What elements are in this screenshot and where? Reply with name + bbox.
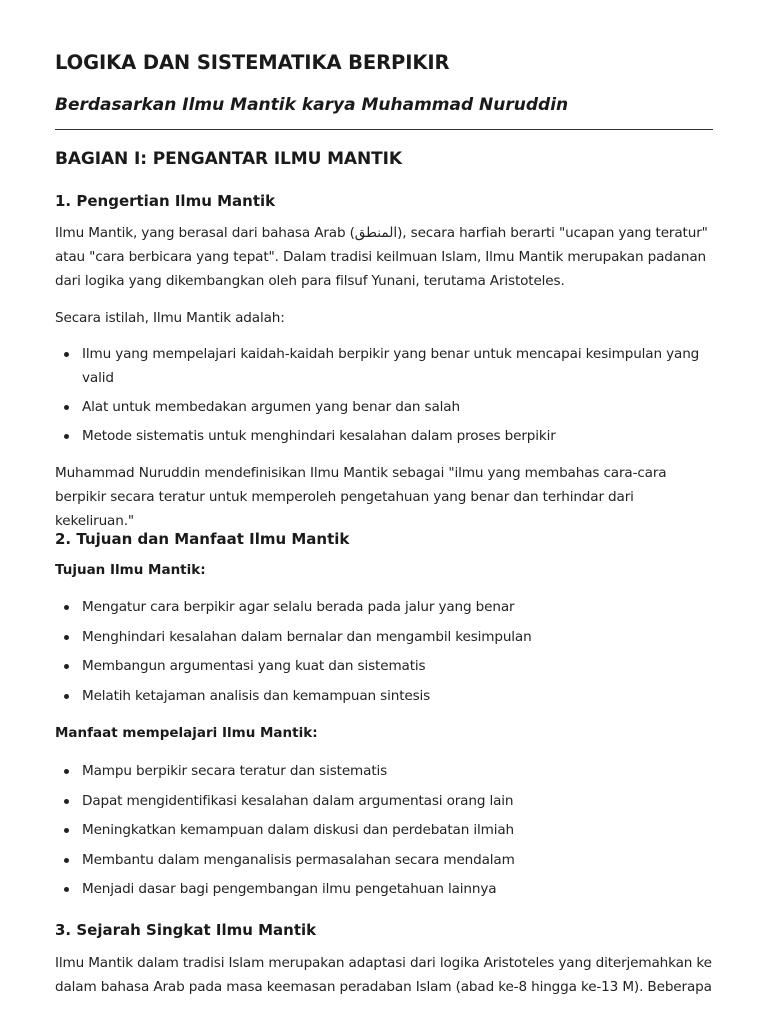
paragraph-definition — [55, 221, 713, 293]
list-item — [55, 342, 713, 390]
section-heading-2: 2. Tujuan dan Manfaat Ilmu Mantik — [55, 530, 350, 548]
bullet-icon — [64, 352, 69, 357]
bullet-icon — [64, 605, 69, 610]
definition-list — [55, 342, 713, 448]
list-item — [55, 684, 713, 708]
section-heading-1: 1. Pengertian Ilmu Mantik — [55, 192, 276, 210]
list-item — [55, 848, 713, 872]
list-item-text: Melatih ketajaman analisis dan kemampuan sintesis — [82, 687, 431, 704]
section-heading-3: 3. Sejarah Singkat Ilmu Mantik — [55, 921, 317, 939]
paragraph-terminology: Secara istilah, Ilmu Mantik adalah: — [55, 310, 285, 326]
list-item — [55, 424, 713, 448]
paragraph-nuruddin-definition: Muhammad Nuruddin mendefinisikan Ilmu Mantik sebagai "ilmu yang membahas cara-cara berpikir secara teratur untuk memperoleh pengetahuan yang benar dan terhindar dari kekeliruan." — [55, 465, 667, 529]
list-item-text: Menghindari kesalahan dalam bernalar dan mengambil kesimpulan — [82, 628, 532, 645]
list-item-text: Meningkatkan kemampuan dalam diskusi dan perdebatan ilmiah — [82, 822, 514, 838]
list-item-text: Mampu berpikir secara teratur dan sistematis — [82, 763, 388, 779]
document-title: LOGIKA DAN SISTEMATIKA BERPIKIR — [55, 51, 450, 74]
bullet-icon — [64, 858, 69, 863]
bullet-icon — [64, 694, 69, 699]
title-divider — [55, 129, 713, 130]
benefits-subheading: Manfaat mempelajari Ilmu Mantik: — [55, 725, 318, 741]
list-item — [55, 759, 713, 783]
list-item — [55, 789, 713, 813]
bullet-icon — [64, 799, 69, 804]
list-item-text: Ilmu yang mempelajari kaidah-kaidah berpikir yang benar untuk mencapai kesimpulan yang valid — [82, 346, 700, 386]
list-item — [55, 877, 713, 901]
list-item-text: Membangun argumentasi yang kuat dan sistematis — [82, 658, 426, 674]
list-item — [55, 654, 713, 678]
list-item — [55, 595, 713, 619]
bullet-icon — [64, 828, 69, 833]
list-item-text: Dapat mengidentifikasi kesalahan dalam argumentasi orang lain — [82, 792, 514, 809]
part-heading: BAGIAN I: PENGANTAR ILMU MANTIK — [55, 149, 402, 169]
arabic-term: المنطق — [354, 225, 398, 241]
document-subtitle: Berdasarkan Ilmu Mantik karya Muhammad Nuruddin — [55, 95, 569, 115]
paragraph-text: ), secara harfiah berarti "ucapan yang teratur" atau "cara berbicara yang tepat". Dalam tradisi keilmuan Islam, Ilmu Mantik merupakan padanan dari logika yang dikembangkan oleh para filsuf Yunani, terutama Aristoteles. — [55, 225, 708, 289]
list-item — [55, 818, 713, 842]
goals-list — [55, 595, 713, 708]
bullet-icon — [64, 405, 69, 410]
benefits-list — [55, 759, 713, 901]
list-item-text: Membantu dalam menganalisis permasalahan secara mendalam — [82, 851, 515, 868]
bullet-icon — [64, 434, 69, 439]
list-item-text: Metode sistematis untuk menghindari kesalahan dalam proses berpikir — [82, 428, 556, 444]
list-item — [55, 395, 713, 419]
paragraph-history: Ilmu Mantik dalam tradisi Islam merupakan adaptasi dari logika Aristoteles yang diterjemahkan ke dalam bahasa Arab pada masa keemasan peradaban Islam (abad ke-8 hingga ke-13 M). Beberapa — [55, 955, 712, 995]
list-item-text: Mengatur cara berpikir agar selalu berada pada jalur yang benar — [82, 599, 515, 615]
bullet-icon — [64, 664, 69, 669]
bullet-icon — [64, 769, 69, 774]
list-item-text: Alat untuk membedakan argumen yang benar dan salah — [82, 399, 460, 415]
bullet-icon — [64, 887, 69, 892]
paragraph-text: Ilmu Mantik, yang berasal dari bahasa Arab ( — [55, 225, 355, 241]
list-item — [55, 625, 713, 649]
bullet-icon — [64, 635, 69, 640]
list-item-text: Menjadi dasar bagi pengembangan ilmu pengetahuan lainnya — [82, 881, 497, 897]
goals-subheading: Tujuan Ilmu Mantik: — [55, 562, 206, 578]
